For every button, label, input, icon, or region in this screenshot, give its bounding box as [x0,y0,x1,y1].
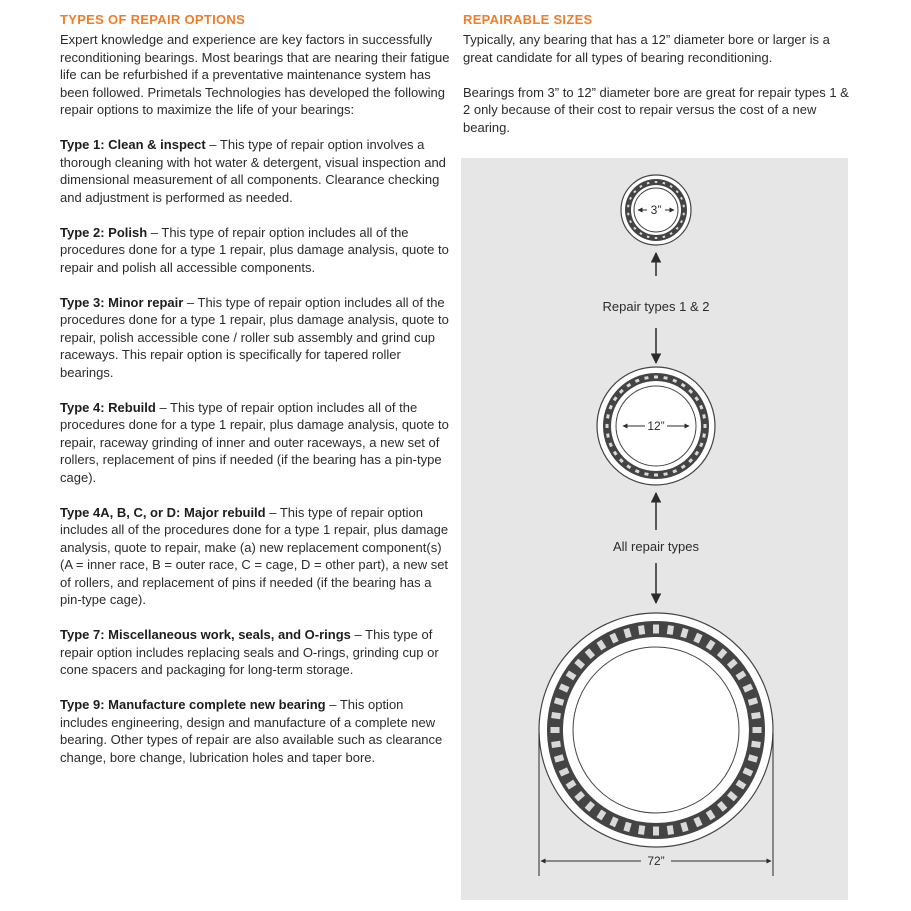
large-bearing-label: 72” [647,854,665,868]
bearing-roller [551,712,561,719]
arrow-repair-types-1-2 [603,253,710,363]
medium-bearing [597,367,715,485]
bearing-roller [751,741,761,748]
type-1-paragraph [60,136,450,206]
bearing-roller [751,712,761,719]
large-bearing [539,613,773,847]
bearing-roller [753,727,762,733]
bearing-roller [653,827,659,836]
type-7-paragraph [60,626,450,679]
type-4-name: Type 4: Rebuild [60,399,156,415]
bearing-roller [683,205,685,208]
bearing-roller [704,424,707,428]
type-9-text: – This option includes engineering, design and manufacture of a complete new bearing. Other types of repair are also available such as clearance change, bore change, lubrication holes and taper bore. [60,697,443,765]
repairable-sizes-para-2: Bearings from 3” to 12” diameter bore are great for repair types 1 & 2 only because of their cost to repair versus the cost of a new bearing. [463,84,849,135]
repairable-sizes-para-1: Typically, any bearing that has a 12” diameter bore or larger is a great candidate for all types of bearing reconditioning. [463,32,830,65]
bearing-roller [655,181,658,183]
bearing-roller [683,213,685,216]
type-2-text: – This type of repair option includes all of the procedures done for a type 1 repair, plus damage analysis, quote to repair and polish all accessible components. [60,224,449,275]
type-4-text: – This type of repair option includes all of the procedures done for a type 1 repair, plus damage analysis, quote to repair, raceway grinding of inner and outer raceways, a new set of rollers, replacement of pins if needed (if the bearing has a pin-type cage). [60,399,449,485]
type-9-name: Type 9: Manufacture complete new bearing [60,697,326,712]
bearing-roller [654,376,658,379]
arrow-1-label: Repair types 1 & 2 [602,299,710,314]
type-4abcd-name: Type 4A, B, C, or D: Major rebuild [60,504,266,520]
repair-options-intro: Expert knowledge and experience are key factors in successfully reconditioning bearings. Most bearings that are nearing their fatigue life can be refurbished if a preventative maintenance system has been followed. Primetals Technologies has developed the following repair options to maximize the life of your bearings: [60,32,450,117]
type-7-name: Type 7: Miscellaneous work, seals, and O-rings [60,627,351,642]
small-bearing [621,175,691,245]
bearing-sizes-svg [461,158,848,900]
type-2-name: Type 2: Polish [60,224,148,240]
bearing-roller [654,474,658,477]
type-4-paragraph [60,399,450,487]
arrow-2-label: All repair types [613,539,699,554]
type-4abcd-paragraph [60,504,450,609]
repair-options-column [60,12,450,766]
type-3-paragraph [60,294,450,382]
bearing-sizes-diagram [461,158,848,900]
type-7-text: – This type of repair option includes replacing seals and O-rings, grinding cup or cone spacers and packaging for long-term storage. [60,627,439,677]
type-1-name: Type 1: Clean & inspect [60,137,206,152]
type-1-text: – This type of repair option involves a thorough cleaning with hot water & detergent, visual inspection and dimensional measurement of all components. Clearance checking and adjustment is performed as needed. [60,137,446,205]
medium-bearing-label: 12” [647,419,665,433]
bearing-roller [638,825,645,835]
type-4abcd-text: – This type of repair option includes all of the procedures done for a type 1 repair, plus damage analysis, quote to repair, make (a) new replacement component(s) (A = inner race, B = outer race, C = cage, D = other part), a new set of rollers, and replacement of pins if needed (if the bearing has a pin-type cage). [60,504,449,607]
small-bearing-label: 3” [650,203,662,217]
bearing-roller [655,237,658,239]
repairable-sizes-column [463,12,853,136]
arrow-all-repair-types [613,493,699,603]
repairable-sizes-heading: REPAIRABLE SIZES [463,12,593,27]
bearing-roller [667,625,674,635]
bearing-roller [627,213,629,216]
bearing-roller [638,625,645,635]
type-3-name: Type 3: Minor repair [60,294,184,310]
type-3-text: – This type of repair option includes all of the procedures done for a type 1 repair, plus damage analysis, quote to repair, polish accessible cone / roller sub assembly and grind cup raceways. This repair option is specifically for tapered roller bearings. [60,294,449,380]
bearing-roller [606,424,609,428]
type-2-paragraph [60,224,450,277]
repair-options-heading: TYPES OF REPAIR OPTIONS [60,12,246,27]
bearing-roller [627,205,629,208]
bearing-roller [551,727,560,733]
bearing-roller [551,741,561,748]
bearing-roller [653,625,659,634]
type-9-paragraph [60,696,450,766]
bearing-roller [667,825,674,835]
